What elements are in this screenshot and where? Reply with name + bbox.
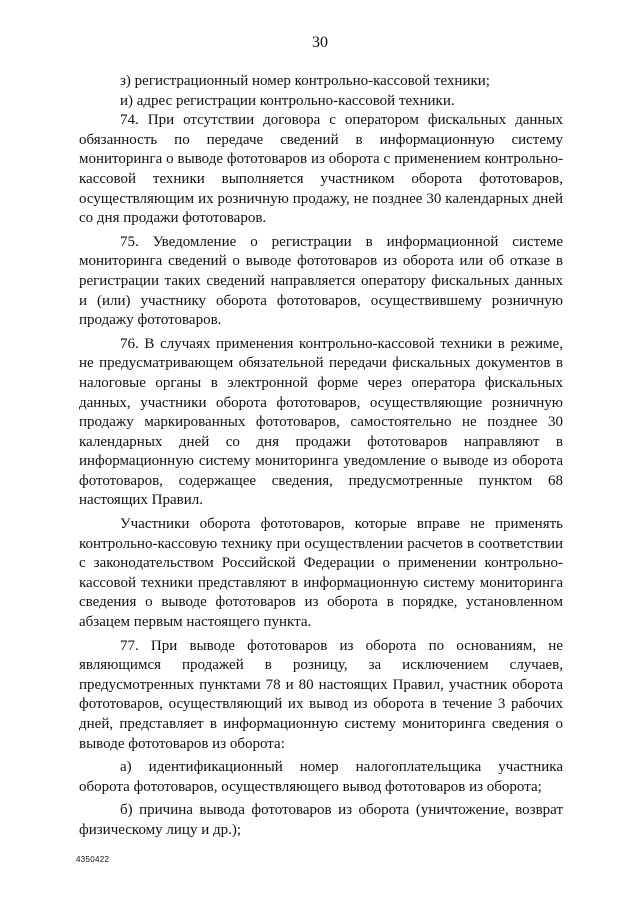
body-text bbox=[79, 72, 563, 841]
paragraph-74: 74. При отсутствии договора с оператором фискальных данных обязанность по передаче сведений в информационную систему мониторинга о выводе фототоваров из оборота с применением контрольно-кассовой техники выполняется участником оборота фототоваров, осуществляющим их розничную продажу, не позднее 30 календарных дней со дня продажи фототоваров. bbox=[79, 112, 563, 227]
paragraph-item-b: б) причина вывода фототоваров из оборота (уничтожение, возврат физическому лицу и др.); bbox=[79, 802, 563, 838]
paragraph-75: 75. Уведомление о регистрации в информационной системе мониторинга сведений о выводе фототоваров из оборота или об отказе в регистрации таких сведений направляется оператору фискальных данных и (или) участнику оборота фототоваров, осуществившему розничную продажу фототоваров. bbox=[79, 233, 563, 329]
paragraph-76-second: Участники оборота фототоваров, которые вправе не применять контрольно-кассовую технику при осуществлении расчетов в соответствии с законодательством Российской Федерации о применении контрольно-кассовой техники представляют в информационную систему мониторинга сведения о выводе фототоваров из оборота в порядке, установленном абзацем первым настоящего пункта. bbox=[79, 516, 563, 631]
paragraph-item-i: и) адрес регистрации контрольно-кассовой техники. bbox=[120, 92, 455, 109]
paragraph-item-z: з) регистрационный номер контрольно-кассовой техники; bbox=[120, 73, 490, 89]
paragraph-76: 76. В случаях применения контрольно-кассовой техники в режиме, не предусматривающем обязательной передачи фискальных документов в налоговые органы в электронной форме через оператора фискальных данных, участники оборота фототоваров, осуществляющие розничную продажу маркированных фототоваров, самостоятельно не позднее 30 календарных дней со дня продажи фототоваров направляют в информационную систему мониторинга уведомление о выводе из оборота фототоваров, содержащее сведения, предусмотренные пунктом 68 настоящих Правил. bbox=[79, 335, 563, 509]
paragraph-item-a: а) идентификационный номер налогоплательщика участника оборота фототоваров, осуществляющего вывод фототоваров из оборота; bbox=[79, 759, 563, 795]
document-code: 4350422 bbox=[76, 855, 110, 864]
paragraph-77: 77. При выводе фототоваров из оборота по основаниям, не являющимся продажей в розницу, за исключением случаев, предусмотренных пунктами 78 и 80 настоящих Правил, участник оборота фототоваров, осуществляющий их вывод из оборота в течение 3 рабочих дней, представляет в информационную систему мониторинга сведения о выводе фототоваров из оборота: bbox=[79, 637, 563, 752]
page-number: 30 bbox=[312, 34, 328, 51]
